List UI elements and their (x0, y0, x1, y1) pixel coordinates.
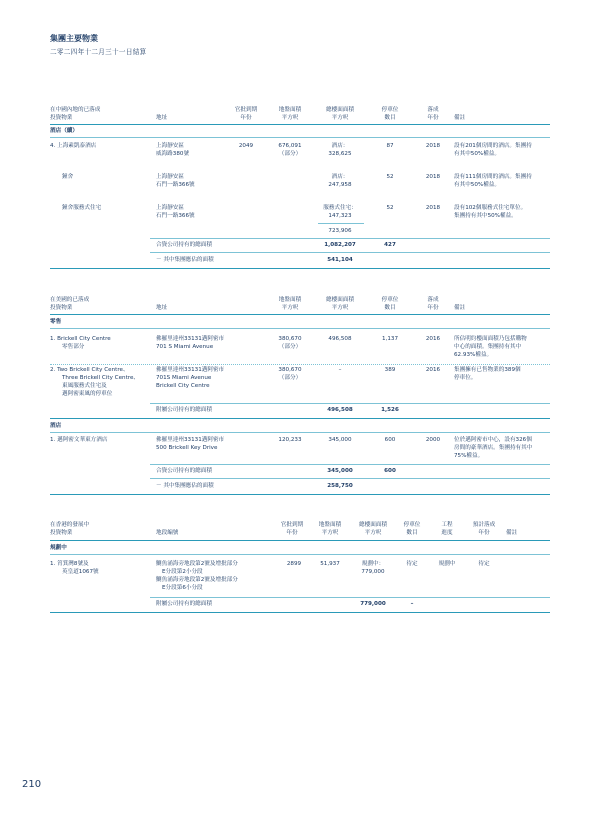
col-remarks: 備註 (506, 530, 518, 536)
share-gfa: 541,104 (327, 257, 353, 263)
lot-line: E分段第2小分段 (162, 569, 203, 575)
col-stage-1: 工程 (441, 522, 453, 528)
property-name-line: 東風服務式住宅及 (62, 383, 107, 389)
gfa-value: 147,323 (328, 213, 352, 219)
col-completion-1: 預計落成 (472, 522, 496, 528)
col-gfa-1: 總樓面面積 (359, 522, 387, 528)
address-line: 701S Miami Avenue (156, 375, 212, 381)
total-gfa: 779,000 (360, 601, 386, 607)
completion-year: 2016 (425, 336, 441, 342)
completion-year: 2018 (425, 143, 441, 149)
col-gfa-2: 平方呎 (364, 530, 382, 536)
divider (50, 494, 550, 495)
page-number: 210 (22, 779, 42, 790)
share-label: － 其中集團應佔的面積 (156, 257, 214, 263)
lot-line: 鰂魚涌海旁地段第2號及增批部分 (156, 577, 238, 583)
address-line: 佛羅里達州33131邁阿密市 (156, 437, 225, 443)
address-line: 佛羅里達州33131邁阿密市 (156, 367, 225, 373)
gfa-value: 496,508 (328, 336, 352, 342)
divider (150, 478, 550, 479)
col-address: 地址 (156, 305, 168, 311)
divider (50, 268, 550, 269)
col-year-1: 落成 (427, 297, 439, 303)
divider (50, 432, 550, 433)
divider (50, 314, 550, 315)
usa-heading-2: 投資物業 (50, 305, 73, 311)
address-line: 500 Brickell Key Drive (156, 445, 218, 451)
lot-line: 鰂魚涌海旁地段第2號及增批部分 (156, 561, 238, 567)
hk-heading-2: 投資物業 (50, 530, 73, 536)
site-area-note: （部分） (278, 344, 302, 350)
remarks-line: 有其中50%權益。 (454, 182, 500, 188)
divider (50, 612, 550, 613)
gfa-value: 779,000 (361, 569, 385, 575)
completion-year: 2018 (425, 174, 441, 180)
col-stage-2: 進度 (441, 530, 453, 536)
total-gfa: 496,508 (327, 407, 353, 413)
col-site-2: 平方呎 (281, 305, 299, 311)
address-line: 威海路380號 (156, 151, 190, 157)
gfa-value: 345,000 (328, 437, 352, 443)
total-gfa: 345,000 (327, 468, 353, 474)
divider (50, 124, 550, 125)
site-area: 51,937 (320, 561, 340, 567)
gfa-value: 247,958 (328, 182, 352, 188)
col-lot: 地段編號 (156, 530, 179, 536)
remarks-line: 集團擁有已售物業的389個 (454, 367, 521, 373)
total-car-parks: 1,526 (381, 407, 399, 413)
col-lease-2: 年份 (240, 115, 252, 121)
col-site-1: 地盤面積 (278, 297, 302, 303)
property-name-line: Three Brickell City Centre、 (62, 375, 139, 381)
col-site-2: 平方呎 (281, 115, 299, 121)
col-year-2: 年份 (427, 305, 439, 311)
lease-year: 2049 (238, 143, 254, 149)
total-car-parks: 427 (384, 242, 396, 248)
car-parks: 52 (386, 174, 394, 180)
col-lease-1: 官批到期 (234, 107, 258, 113)
share-gfa: 258,750 (327, 483, 353, 489)
remarks-line: 所佔明約樓面面積乃包括購物 (454, 336, 527, 342)
divider (50, 554, 550, 555)
page-title: 集團主要物業 (50, 34, 98, 43)
property-name: 1. 筲箕灣8號及 (50, 561, 89, 567)
remarks-line: 設有102個服務式住宅單位。 (454, 205, 527, 211)
divider (50, 418, 550, 419)
usa-heading-1: 在美國的已落成 (50, 297, 90, 303)
col-address: 地址 (156, 115, 168, 121)
total-gfa: 1,082,207 (324, 242, 356, 248)
car-parks: 389 (384, 367, 396, 373)
divider (50, 540, 550, 541)
address-line: 石門一路366號 (156, 213, 195, 219)
section-label: 規劃中 (50, 545, 67, 551)
dotted-divider (50, 364, 550, 365)
section-label: 酒店（續） (50, 128, 78, 134)
property-name-line: 英皇道1067號 (62, 569, 99, 575)
col-completion-2: 年份 (478, 530, 490, 536)
divider (150, 464, 550, 465)
remarks-line: 設有111個房間的酒店。集團持 (454, 174, 532, 180)
total-label: 附屬公司持有的總面積 (156, 407, 212, 413)
gfa-label: 服務式住宅： (323, 205, 357, 211)
address-line: 上海靜安區 (156, 143, 184, 149)
property-name: 4. 上海素凱泰酒店 (50, 143, 97, 149)
hk-heading-1: 在香港的發展中 (50, 522, 90, 528)
completion-year: 2018 (425, 205, 441, 211)
col-year-2: 年份 (427, 115, 439, 121)
col-gfa-1: 總樓面面積 (326, 297, 354, 303)
site-area-note: （部分） (278, 151, 302, 157)
address-line: 701 S Miami Avenue (156, 344, 214, 350)
col-lease-1: 官批到期 (280, 522, 304, 528)
col-units-2: 數目 (384, 115, 396, 121)
subtotal-gfa: 723,906 (328, 228, 352, 234)
total-label: 合資公司持有的總面積 (156, 242, 212, 248)
site-area: 380,670 (278, 336, 302, 342)
address-line: Brickell City Centre (156, 383, 210, 389)
col-units-1: 停車位 (403, 522, 421, 528)
gfa-value: 328,625 (328, 151, 352, 157)
site-area: 676,091 (278, 143, 302, 149)
divider (150, 238, 550, 239)
remarks-line: 設有201個房間的酒店。集團持 (454, 143, 532, 149)
mainland-heading-2: 投資物業 (50, 115, 73, 121)
remarks-line: 62.93%權益。 (454, 352, 493, 358)
col-site-1: 地盤面積 (278, 107, 302, 113)
completion-year: 2000 (425, 437, 441, 443)
remarks-line: 中心的面積。集團持有其中 (454, 344, 522, 350)
section-label: 零售 (50, 319, 62, 325)
remarks-line: 集團持有其中50%權益。 (454, 213, 517, 219)
completion-year: 2016 (425, 367, 441, 373)
property-name: 鐘舍 (62, 174, 74, 180)
col-lease-2: 年份 (286, 530, 298, 536)
divider (50, 137, 550, 138)
col-year-1: 落成 (427, 107, 439, 113)
car-parks: 600 (384, 437, 396, 443)
gfa-value: – (338, 367, 342, 373)
site-area-note: （部分） (278, 375, 302, 381)
lease-year: 2899 (286, 561, 302, 567)
gfa-label: 規劃中： (361, 561, 385, 567)
page-subtitle: 二零二四年十二月三十一日結算 (50, 48, 147, 56)
col-remarks: 備註 (454, 305, 466, 311)
mainland-heading-1: 在中國內地的已落成 (50, 107, 101, 113)
expected-completion: 待定 (478, 561, 490, 567)
col-site-1: 地盤面積 (318, 522, 342, 528)
col-units-1: 停車位 (381, 297, 399, 303)
section-label: 酒店 (50, 423, 62, 429)
lot-line: E分段第6小分段 (162, 585, 203, 591)
share-label: － 其中集團應佔的面積 (156, 483, 214, 489)
divider (50, 328, 550, 329)
car-parks: 87 (386, 143, 394, 149)
property-name: 1. 邁阿密文華東方酒店 (50, 437, 108, 443)
col-gfa-1: 總樓面面積 (326, 107, 354, 113)
total-label: 合資公司持有的總面積 (156, 468, 212, 474)
remarks-line: 75%權益。 (454, 453, 484, 459)
address-line: 上海靜安區 (156, 174, 184, 180)
total-label: 附屬公司持有的總面積 (156, 601, 212, 607)
address-line: 佛羅里達州33131邁阿密市 (156, 336, 225, 342)
remarks-line: 位於邁阿密市中心，設有326個 (454, 437, 532, 443)
divider (150, 252, 550, 253)
site-area: 120,233 (278, 437, 302, 443)
col-units-2: 數目 (384, 305, 396, 311)
divider (150, 403, 550, 404)
remarks-line: 有其中50%權益。 (454, 151, 500, 157)
car-parks: 52 (386, 205, 394, 211)
address-line: 上海靜安區 (156, 205, 184, 211)
remarks-line: 房間的豪華酒店。集團持有其中 (454, 445, 533, 451)
total-car-parks: – (410, 601, 414, 607)
property-name: 1. Brickell City Centre (50, 336, 111, 342)
address-line: 石門一路366號 (156, 182, 195, 188)
gfa-label: 酒店： (331, 143, 349, 149)
col-site-2: 平方呎 (321, 530, 339, 536)
property-name: 鐘舍服務式住宅 (62, 205, 102, 211)
property-name-line: 零售部分 (62, 344, 85, 350)
divider (318, 223, 364, 224)
remarks-line: 停車位。 (454, 375, 477, 381)
col-gfa-2: 平方呎 (331, 115, 349, 121)
divider (150, 597, 550, 598)
col-units-1: 停車位 (381, 107, 399, 113)
dev-stage: 規劃中 (438, 561, 456, 567)
col-units-2: 數目 (406, 530, 418, 536)
car-parks: 1,137 (381, 336, 398, 342)
col-gfa-2: 平方呎 (331, 305, 349, 311)
site-area: 380,670 (278, 367, 302, 373)
car-parks: 待定 (406, 561, 418, 567)
total-car-parks: 600 (384, 468, 396, 474)
gfa-label: 酒店： (331, 174, 349, 180)
property-name: 2. Two Brickell City Centre、 (50, 367, 129, 373)
col-remarks: 備註 (454, 115, 466, 121)
property-name-line: 邁阿密東風的停車位 (62, 391, 113, 397)
